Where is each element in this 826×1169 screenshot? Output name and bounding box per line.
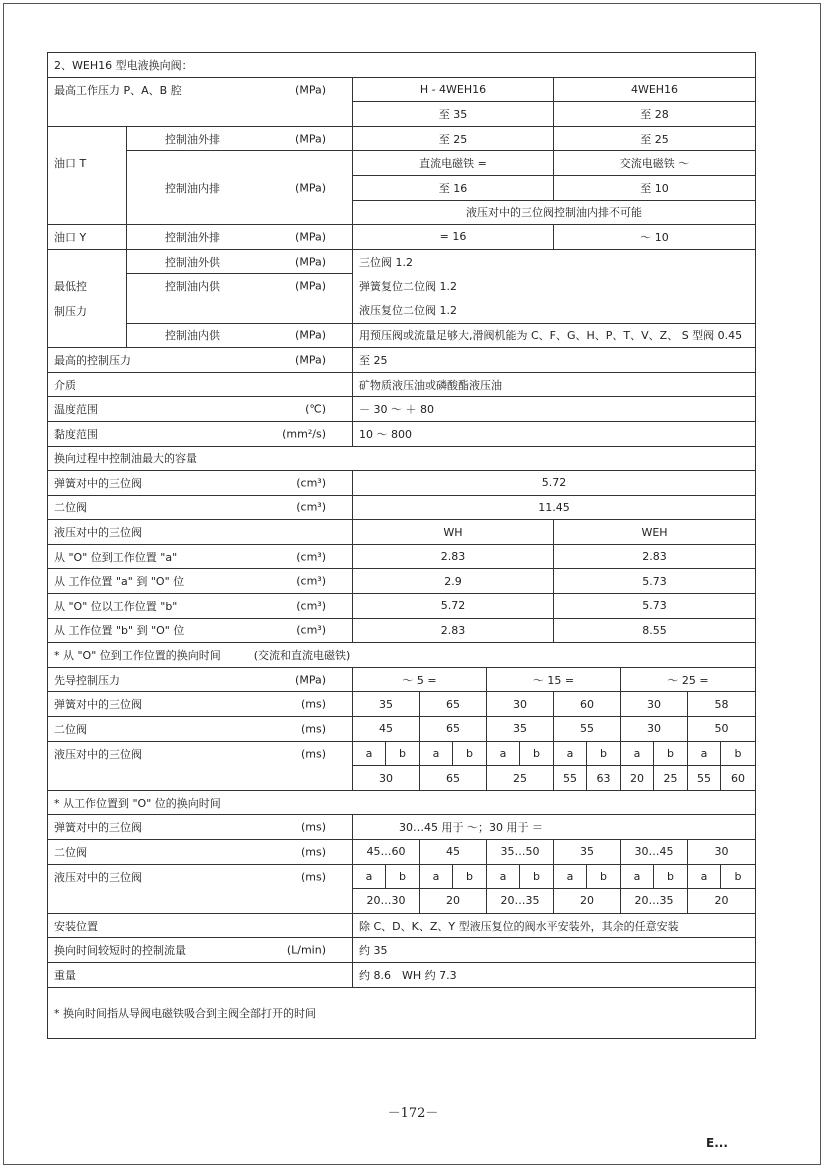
a-label: a: [688, 741, 721, 766]
value-cell: 60: [554, 692, 621, 717]
b-label: b: [386, 864, 420, 889]
value-cell: 60: [721, 766, 756, 791]
port-y-sub-label: 控制油外排 (MPa): [127, 225, 353, 250]
pilot-pressure-15: ～ 15 =: [487, 667, 621, 692]
value-cell: 液压复位二位阀 1.2: [353, 298, 756, 323]
value-cell: 至 28: [554, 102, 756, 127]
weh-header: WEH: [554, 520, 756, 545]
value-cell: 30: [621, 717, 688, 742]
value-cell: 5.73: [554, 594, 756, 619]
value-cell: 25: [487, 766, 554, 791]
value-cell: 30: [621, 692, 688, 717]
value-cell: 63: [587, 766, 621, 791]
value-cell: 2.83: [353, 544, 554, 569]
port-y-label: 油口 Y: [48, 225, 127, 250]
page-number: －172－: [387, 1106, 439, 1121]
port-t-title: 油口 T: [48, 151, 127, 176]
min-int-label: 控制油内供 (MPa): [127, 274, 353, 299]
footnote: * 换向时间指从导阀电磁铁吸合到主阀全部打开的时间: [48, 987, 756, 1038]
value-cell: 45: [420, 840, 487, 865]
t2-hyd3-label-cont: [48, 889, 353, 914]
spec-table: [47, 52, 756, 1039]
vol-row-label: 从 工作位置 "a" 到 "O" 位 (cm³): [48, 569, 353, 594]
value-cell: 用预压阀或流量足够大,滑阀机能为 C、F、G、H、P、T、V、Z、 S 型阀 0.45: [353, 323, 756, 348]
internal-drain-note: 液压对中的三位阀控制油内排不可能: [353, 200, 756, 225]
value-cell: 至 25: [353, 126, 554, 151]
a-label: a: [554, 864, 587, 889]
pilot-pressure-5: ～ 5 =: [353, 667, 487, 692]
vol-hyd3-label: 液压对中的三位阀: [48, 520, 353, 545]
b-label: b: [587, 864, 621, 889]
value-cell: 65: [420, 692, 487, 717]
value-cell: 8.55: [554, 618, 756, 643]
t1-hyd3-label: 液压对中的三位阀 (ms): [48, 741, 353, 766]
value-cell: 至 16: [353, 175, 554, 200]
value-cell: 除 C、D、K、Z、Y 型液压复位的阀水平安装外，其余的任意安装: [353, 913, 756, 938]
a-label: a: [487, 741, 520, 766]
min-ext-label: 控制油外供 (MPa): [127, 249, 353, 274]
b-label: b: [654, 741, 688, 766]
b-label: b: [587, 741, 621, 766]
value-cell: 20: [420, 889, 487, 914]
ac-solenoid-header: 交流电磁铁 ～: [554, 151, 756, 176]
value-cell: 至 25: [353, 348, 756, 373]
min-pressure-label-end: [48, 323, 127, 348]
value-cell: 30…45: [621, 840, 688, 865]
switch-time-1-title: * 从 "O" 位到工作位置的换向时间 (交流和直流电磁铁): [48, 643, 756, 668]
model-h4weh16-header: H - 4WEH16: [353, 77, 554, 102]
value-cell: 至 25: [554, 126, 756, 151]
a-label: a: [353, 741, 386, 766]
value-cell: 5.72: [353, 471, 756, 496]
pilot-pressure-label: 先导控制压力 (MPa): [48, 667, 353, 692]
vol-row-label: 从 "O" 位到工作位置 "a" (cm³): [48, 544, 353, 569]
value-cell: 65: [420, 766, 487, 791]
b-label: b: [453, 741, 487, 766]
max-control-pressure-label: 最高的控制压力 (MPa): [48, 348, 353, 373]
control-flow-label: 换向时间较短时的控制流量 (L/min): [48, 938, 353, 963]
control-volume-title: 换向过程中控制油最大的容量: [48, 446, 756, 471]
dc-solenoid-header: 直流电磁铁 =: [353, 151, 554, 176]
max-work-pressure-label-cont: [48, 102, 353, 127]
value-cell: 55: [688, 766, 721, 791]
t1-hyd3-label-cont: [48, 766, 353, 791]
value-cell: = 16: [353, 225, 554, 250]
medium-label: 介质: [48, 372, 353, 397]
model-4weh16-header: 4WEH16: [554, 77, 756, 102]
a-label: a: [353, 864, 386, 889]
min-int2-label: 控制油内供 (MPa): [127, 323, 353, 348]
value-cell: 30…45 用于 ～；30 用于 ＝: [353, 815, 756, 840]
value-cell: 10 ～ 800: [353, 421, 756, 446]
value-cell: 20…30: [353, 889, 420, 914]
port-t-int-cell-end: [127, 200, 353, 225]
value-cell: 65: [420, 717, 487, 742]
corner-mark: E...: [706, 1136, 728, 1150]
a-label: a: [420, 741, 453, 766]
value-cell: 30: [353, 766, 420, 791]
t2-hyd3-label: 液压对中的三位阀 (ms): [48, 864, 353, 889]
min-pressure-label-2: 制压力: [48, 298, 127, 323]
value-cell: 20: [621, 766, 654, 791]
b-label: b: [386, 741, 420, 766]
value-cell: 至 10: [554, 175, 756, 200]
port-t-int-cell: [127, 151, 353, 176]
pilot-pressure-25: ～ 25 =: [621, 667, 756, 692]
value-cell: 至 35: [353, 102, 554, 127]
t2-two-label: 二位阀 (ms): [48, 840, 353, 865]
value-cell: 20: [688, 889, 756, 914]
section-title: 2、WEH16 型电液换向阀：: [48, 53, 756, 78]
value-cell: 30: [688, 840, 756, 865]
switch-time-2-title: * 从工作位置到 "O" 位的换向时间: [48, 790, 756, 815]
value-cell: 矿物质液压油或磷酸酯液压油: [353, 372, 756, 397]
a-label: a: [420, 864, 453, 889]
mounting-label: 安装位置: [48, 913, 353, 938]
value-cell: 35: [554, 840, 621, 865]
value-cell: 弹簧复位二位阀 1.2: [353, 274, 756, 299]
t1-two-label: 二位阀 (ms): [48, 717, 353, 742]
a-label: a: [554, 741, 587, 766]
vol-spring3-label: 弹簧对中的三位阀 (cm³): [48, 471, 353, 496]
value-cell: 35: [487, 717, 554, 742]
a-label: a: [621, 864, 654, 889]
value-cell: 三位阀 1.2: [353, 249, 756, 274]
value-cell: 2.83: [353, 618, 554, 643]
value-cell: 20…35: [621, 889, 688, 914]
t1-spring3-label: 弹簧对中的三位阀 (ms): [48, 692, 353, 717]
b-label: b: [721, 864, 756, 889]
min-pressure-label: [48, 249, 127, 274]
b-label: b: [453, 864, 487, 889]
value-cell: 5.72: [353, 594, 554, 619]
value-cell: 50: [688, 717, 756, 742]
value-cell: 45: [353, 717, 420, 742]
vol-row-label: 从 工作位置 "b" 到 "O" 位 (cm³): [48, 618, 353, 643]
value-cell: 5.73: [554, 569, 756, 594]
min-int-label-cont: [127, 298, 353, 323]
a-label: a: [621, 741, 654, 766]
b-label: b: [520, 864, 554, 889]
b-label: b: [721, 741, 756, 766]
value-cell: 约 35: [353, 938, 756, 963]
value-cell: 58: [688, 692, 756, 717]
min-pressure-label-1: 最低控: [48, 274, 127, 299]
a-label: a: [487, 864, 520, 889]
value-cell: 35: [353, 692, 420, 717]
value-cell: 25: [654, 766, 688, 791]
wh-header: WH: [353, 520, 554, 545]
value-cell: 35…50: [487, 840, 554, 865]
value-cell: 2.83: [554, 544, 756, 569]
b-label: b: [654, 864, 688, 889]
max-work-pressure-label: 最高工作压力 P、A、B 腔 (MPa): [48, 77, 353, 102]
value-cell: 约 8.6 WH 约 7.3: [353, 962, 756, 987]
value-cell: ～ 10: [554, 225, 756, 250]
t2-spring3-label: 弹簧对中的三位阀 (ms): [48, 815, 353, 840]
port-t-ext-label: 控制油外排 (MPa): [127, 126, 353, 151]
value-cell: 30: [487, 692, 554, 717]
port-t-int-label: 控制油内排 (MPa): [127, 175, 353, 200]
temperature-label: 温度范围 (℃): [48, 397, 353, 422]
value-cell: － 30 ～ ＋ 80: [353, 397, 756, 422]
value-cell: 55: [554, 766, 587, 791]
vol-row-label: 从 "O" 位以工作位置 "b" (cm³): [48, 594, 353, 619]
value-cell: 2.9: [353, 569, 554, 594]
b-label: b: [520, 741, 554, 766]
port-t-label: [48, 126, 127, 151]
value-cell: 55: [554, 717, 621, 742]
a-label: a: [688, 864, 721, 889]
port-t-label-cont: [48, 175, 127, 200]
weight-label: 重量: [48, 962, 353, 987]
value-cell: 20…35: [487, 889, 554, 914]
value-cell: 11.45: [353, 495, 756, 520]
value-cell: 20: [554, 889, 621, 914]
vol-two-label: 二位阀 (cm³): [48, 495, 353, 520]
port-t-label-end: [48, 200, 127, 225]
viscosity-label: 黏度范围 (mm²/s): [48, 421, 353, 446]
value-cell: 45…60: [353, 840, 420, 865]
